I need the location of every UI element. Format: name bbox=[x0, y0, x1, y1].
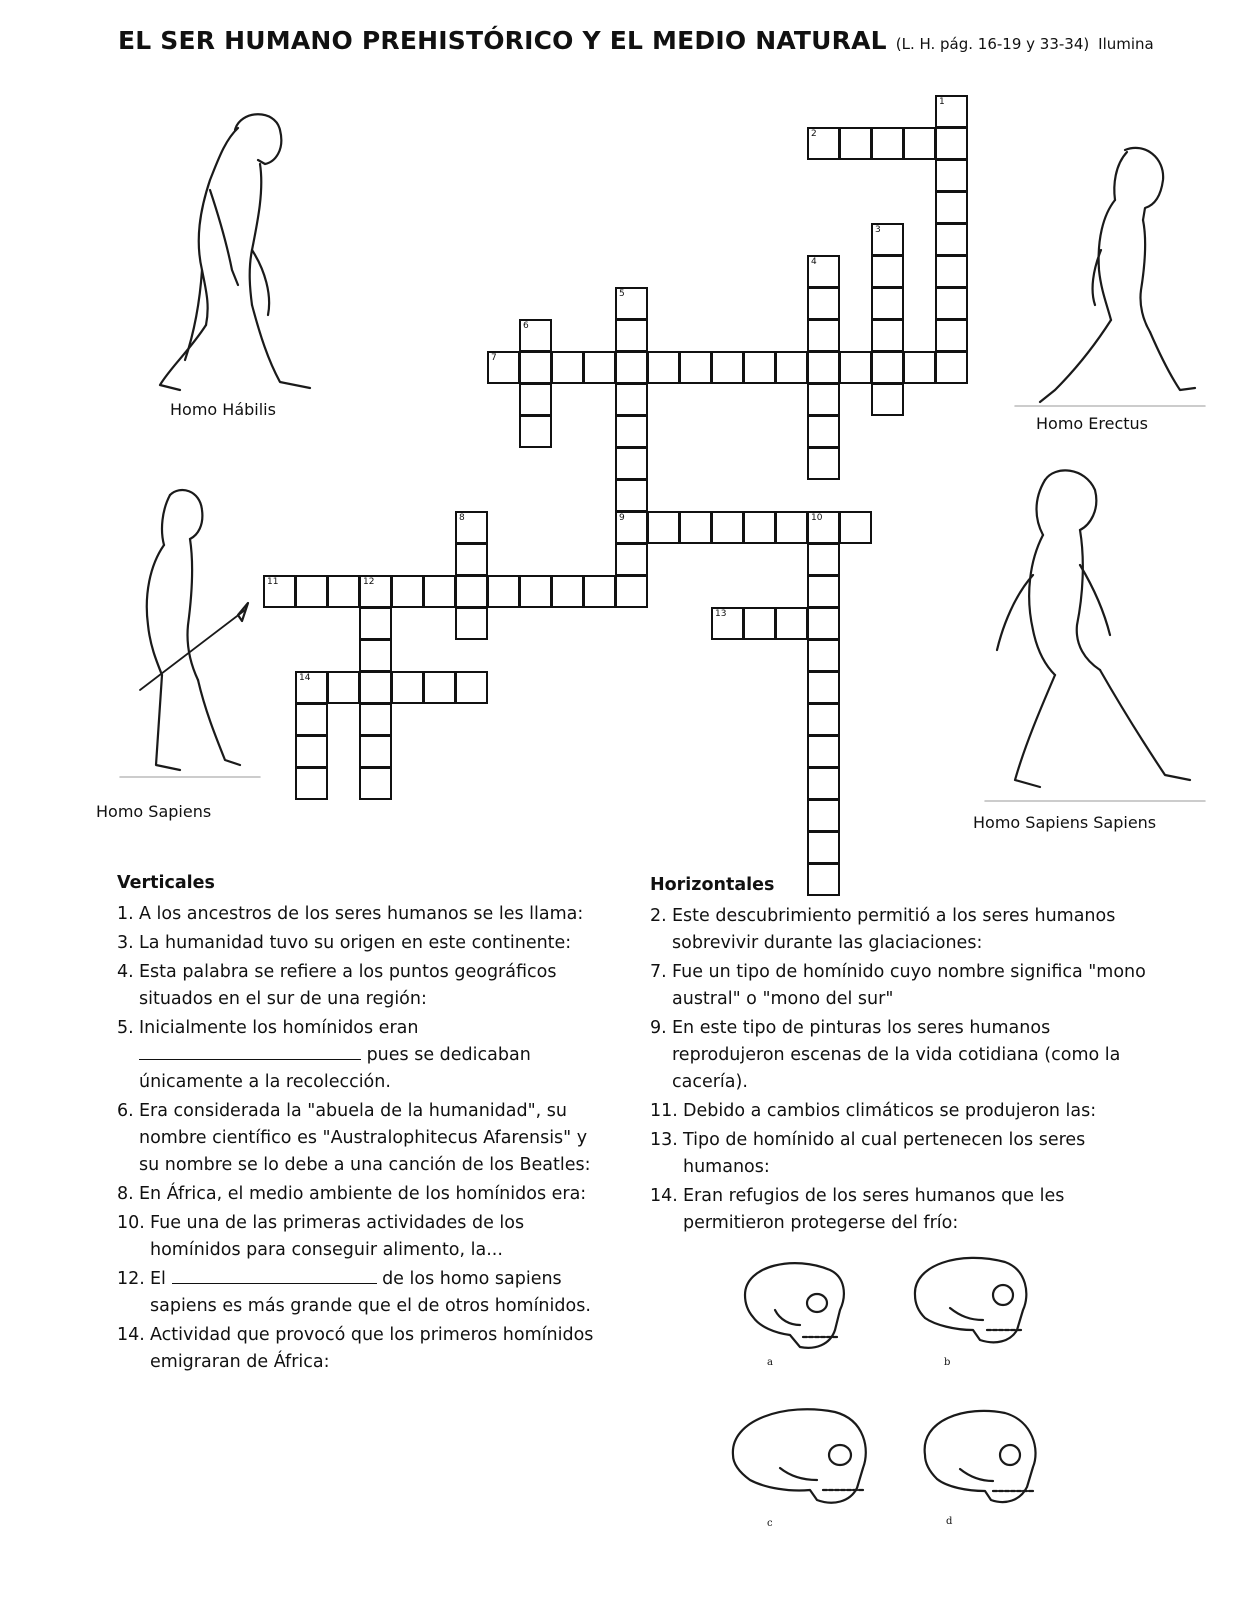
crossword-cell[interactable] bbox=[935, 127, 968, 160]
crossword-cell[interactable] bbox=[615, 447, 648, 480]
crossword-cell[interactable] bbox=[583, 351, 616, 384]
crossword-cell[interactable] bbox=[807, 639, 840, 672]
crossword-cell[interactable] bbox=[359, 575, 392, 608]
crossword-cell[interactable] bbox=[871, 255, 904, 288]
crossword-cell[interactable] bbox=[487, 575, 520, 608]
crossword-cell[interactable] bbox=[935, 287, 968, 320]
skull-b-image bbox=[905, 1250, 1035, 1350]
crossword-cell[interactable] bbox=[583, 575, 616, 608]
crossword-cell[interactable] bbox=[807, 447, 840, 480]
clue-v-10: 10. Fue una de las primeras actividades de los homínidos para conseguir alimento, la... bbox=[117, 1213, 525, 1260]
skull-c-image bbox=[725, 1400, 875, 1515]
crossword-cell[interactable] bbox=[711, 351, 744, 384]
crossword-cell[interactable] bbox=[359, 607, 392, 640]
label-homo-sapiens: Homo Sapiens bbox=[96, 802, 212, 821]
crossword-cell[interactable] bbox=[615, 543, 648, 576]
clue-number: 8 bbox=[459, 513, 465, 523]
crossword-cell[interactable] bbox=[295, 575, 328, 608]
clue-h-2: 2. Este descubrimiento permitió a los seres humanos sobrevivir durante las glaciaciones: bbox=[650, 906, 1116, 953]
crossword-cell[interactable] bbox=[551, 351, 584, 384]
clue-number: 13 bbox=[715, 609, 727, 619]
crossword-cell[interactable] bbox=[615, 575, 648, 608]
crossword-cell[interactable] bbox=[807, 575, 840, 608]
crossword-cell[interactable] bbox=[807, 319, 840, 352]
horizontales-heading: Horizontales bbox=[650, 875, 775, 895]
crossword-cell[interactable] bbox=[807, 703, 840, 736]
crossword-cell[interactable] bbox=[679, 511, 712, 544]
crossword-cell[interactable] bbox=[807, 255, 840, 288]
crossword-cell[interactable] bbox=[935, 159, 968, 192]
blank-line[interactable] bbox=[139, 1059, 361, 1060]
crossword-cell[interactable] bbox=[935, 191, 968, 224]
crossword-cell[interactable] bbox=[487, 351, 520, 384]
crossword-cell[interactable] bbox=[263, 575, 296, 608]
crossword-cell[interactable] bbox=[839, 351, 872, 384]
label-homo-habilis: Homo Hábilis bbox=[170, 400, 276, 419]
crossword-cell[interactable] bbox=[359, 767, 392, 800]
crossword-cell[interactable] bbox=[295, 735, 328, 768]
crossword-cell[interactable] bbox=[615, 479, 648, 512]
clue-v-3: 3. La humanidad tuvo su origen en este continente: bbox=[117, 933, 572, 953]
crossword-cell[interactable] bbox=[807, 671, 840, 704]
clue-number: 5 bbox=[619, 289, 625, 299]
crossword-cell[interactable] bbox=[871, 287, 904, 320]
horizontales-section bbox=[650, 872, 1155, 1239]
skull-a-image bbox=[735, 1255, 855, 1355]
crossword-cell[interactable] bbox=[871, 383, 904, 416]
crossword-cell[interactable] bbox=[935, 319, 968, 352]
crossword-cell[interactable] bbox=[615, 351, 648, 384]
crossword-cell[interactable] bbox=[807, 735, 840, 768]
crossword-cell[interactable] bbox=[807, 287, 840, 320]
crossword-cell[interactable] bbox=[455, 575, 488, 608]
clue-v-12: 12. El de los homo sapiens sapiens es más grande que el de otros homínidos. bbox=[117, 1269, 591, 1316]
crossword-cell[interactable] bbox=[359, 671, 392, 704]
crossword-cell[interactable] bbox=[711, 511, 744, 544]
clue-v-5: 5. Inicialmente los homínidos eran pues se dedicaban únicamente a la recolección. bbox=[117, 1018, 531, 1092]
crossword-cell[interactable] bbox=[807, 543, 840, 576]
crossword-cell[interactable] bbox=[455, 607, 488, 640]
crossword-cell[interactable] bbox=[871, 351, 904, 384]
clue-h-11: 11. Debido a cambios climáticos se produjeron las: bbox=[650, 1101, 1097, 1121]
crossword-cell[interactable] bbox=[807, 415, 840, 448]
crossword-cell[interactable] bbox=[519, 415, 552, 448]
crossword-cell[interactable] bbox=[903, 351, 936, 384]
crossword-cell[interactable] bbox=[743, 351, 776, 384]
crossword-cell[interactable] bbox=[615, 511, 648, 544]
crossword-cell[interactable] bbox=[775, 351, 808, 384]
crossword-cell[interactable] bbox=[615, 415, 648, 448]
crossword-cell[interactable] bbox=[871, 223, 904, 256]
clue-h-14: 14. Eran refugios de los seres humanos que les permitieron protegerse del frío: bbox=[650, 1186, 1065, 1233]
crossword-cell[interactable] bbox=[807, 767, 840, 800]
crossword-cell[interactable] bbox=[647, 511, 680, 544]
clue-v-8: 8. En África, el medio ambiente de los homínidos era: bbox=[117, 1184, 587, 1204]
crossword-cell[interactable] bbox=[519, 351, 552, 384]
crossword-cell[interactable] bbox=[775, 607, 808, 640]
crossword-cell[interactable] bbox=[935, 255, 968, 288]
crossword-cell[interactable] bbox=[775, 511, 808, 544]
crossword-cell[interactable] bbox=[327, 575, 360, 608]
clue-v-14: 14. Actividad que provocó que los primeros homínidos emigraran de África: bbox=[117, 1325, 594, 1372]
clue-number: 10 bbox=[811, 513, 823, 523]
crossword-cell[interactable] bbox=[295, 671, 328, 704]
crossword-cell[interactable] bbox=[807, 607, 840, 640]
clue-number: 11 bbox=[267, 577, 279, 587]
crossword-cell[interactable] bbox=[807, 831, 840, 864]
crossword-cell[interactable] bbox=[295, 767, 328, 800]
crossword-cell[interactable] bbox=[327, 671, 360, 704]
crossword-cell[interactable] bbox=[807, 383, 840, 416]
crossword-cell[interactable] bbox=[391, 671, 424, 704]
crossword-cell[interactable] bbox=[295, 703, 328, 736]
clue-v-6: 6. Era considerada la "abuela de la humanidad", su nombre científico es "Australophitecus Afarensis" y su nombre se lo debe a una canción de los Beatles: bbox=[117, 1101, 591, 1175]
crossword-cell[interactable] bbox=[455, 543, 488, 576]
clue-number: 9 bbox=[619, 513, 625, 523]
crossword-cell[interactable] bbox=[839, 127, 872, 160]
clue-number: 12 bbox=[363, 577, 375, 587]
crossword-cell[interactable] bbox=[807, 511, 840, 544]
clue-v-1: 1. A los ancestros de los seres humanos se les llama: bbox=[117, 904, 584, 924]
crossword-cell[interactable] bbox=[743, 511, 776, 544]
crossword-cell[interactable] bbox=[935, 351, 968, 384]
crossword-cell[interactable] bbox=[519, 383, 552, 416]
verticales-section bbox=[117, 870, 602, 1378]
crossword-cell[interactable] bbox=[871, 127, 904, 160]
clue-number: 1 bbox=[939, 97, 945, 107]
verticales-heading: Verticales bbox=[117, 873, 215, 893]
crossword-cell[interactable] bbox=[679, 351, 712, 384]
crossword-cell[interactable] bbox=[647, 351, 680, 384]
skull-c-label: c bbox=[767, 1518, 773, 1529]
label-homo-erectus: Homo Erectus bbox=[1036, 414, 1149, 433]
crossword-cell[interactable] bbox=[807, 799, 840, 832]
crossword-cell[interactable] bbox=[423, 671, 456, 704]
crossword-cell[interactable] bbox=[359, 735, 392, 768]
clue-number: 3 bbox=[875, 225, 881, 235]
clue-number: 4 bbox=[811, 257, 817, 267]
crossword-cell[interactable] bbox=[519, 319, 552, 352]
crossword-cell[interactable] bbox=[871, 319, 904, 352]
skull-a-label: a bbox=[767, 1357, 773, 1368]
crossword-cell[interactable] bbox=[615, 287, 648, 320]
crossword-cell[interactable] bbox=[423, 575, 456, 608]
blank-line[interactable] bbox=[172, 1283, 377, 1284]
title-main: EL SER HUMANO PREHISTÓRICO Y EL MEDIO NATURAL bbox=[118, 26, 887, 55]
crossword-cell[interactable] bbox=[935, 95, 968, 128]
crossword-cell[interactable] bbox=[903, 127, 936, 160]
crossword-cell[interactable] bbox=[839, 511, 872, 544]
crossword-cell[interactable] bbox=[711, 607, 744, 640]
crossword-cell[interactable] bbox=[391, 575, 424, 608]
crossword-cell[interactable] bbox=[519, 575, 552, 608]
clue-h-7: 7. Fue un tipo de homínido cuyo nombre significa "mono austral" o "mono del sur" bbox=[650, 962, 1146, 1009]
title-instruction: Ilumina bbox=[1098, 35, 1154, 53]
crossword-cell[interactable] bbox=[807, 351, 840, 384]
clue-number: 6 bbox=[523, 321, 529, 331]
crossword-cell[interactable] bbox=[551, 575, 584, 608]
clue-h-13: 13. Tipo de homínido al cual pertenecen los seres humanos: bbox=[650, 1130, 1086, 1177]
skull-d-label: d bbox=[946, 1516, 953, 1527]
skull-b-label: b bbox=[944, 1357, 951, 1368]
skull-d-image bbox=[915, 1405, 1045, 1515]
title-reference: (L. H. pág. 16-19 y 33-34) bbox=[895, 35, 1090, 53]
label-homo-sapiens-sapiens: Homo Sapiens Sapiens bbox=[973, 813, 1157, 832]
clue-h-9: 9. En este tipo de pinturas los seres humanos reprodujeron escenas de la vida cotidiana (como la cacería). bbox=[650, 1018, 1121, 1092]
crossword-cell[interactable] bbox=[359, 639, 392, 672]
crossword-cell[interactable] bbox=[359, 703, 392, 736]
crossword-cell[interactable] bbox=[455, 671, 488, 704]
crossword-cell[interactable] bbox=[455, 511, 488, 544]
crossword-cell[interactable] bbox=[615, 319, 648, 352]
crossword-cell[interactable] bbox=[615, 383, 648, 416]
crossword-cell[interactable] bbox=[743, 607, 776, 640]
clue-number: 7 bbox=[491, 353, 497, 363]
clue-v-4: 4. Esta palabra se refiere a los puntos geográficos situados en el sur de una región: bbox=[117, 962, 557, 1009]
crossword-cell[interactable] bbox=[935, 223, 968, 256]
clue-number: 14 bbox=[299, 673, 311, 683]
clue-number: 2 bbox=[811, 129, 817, 139]
crossword-cell[interactable] bbox=[807, 127, 840, 160]
